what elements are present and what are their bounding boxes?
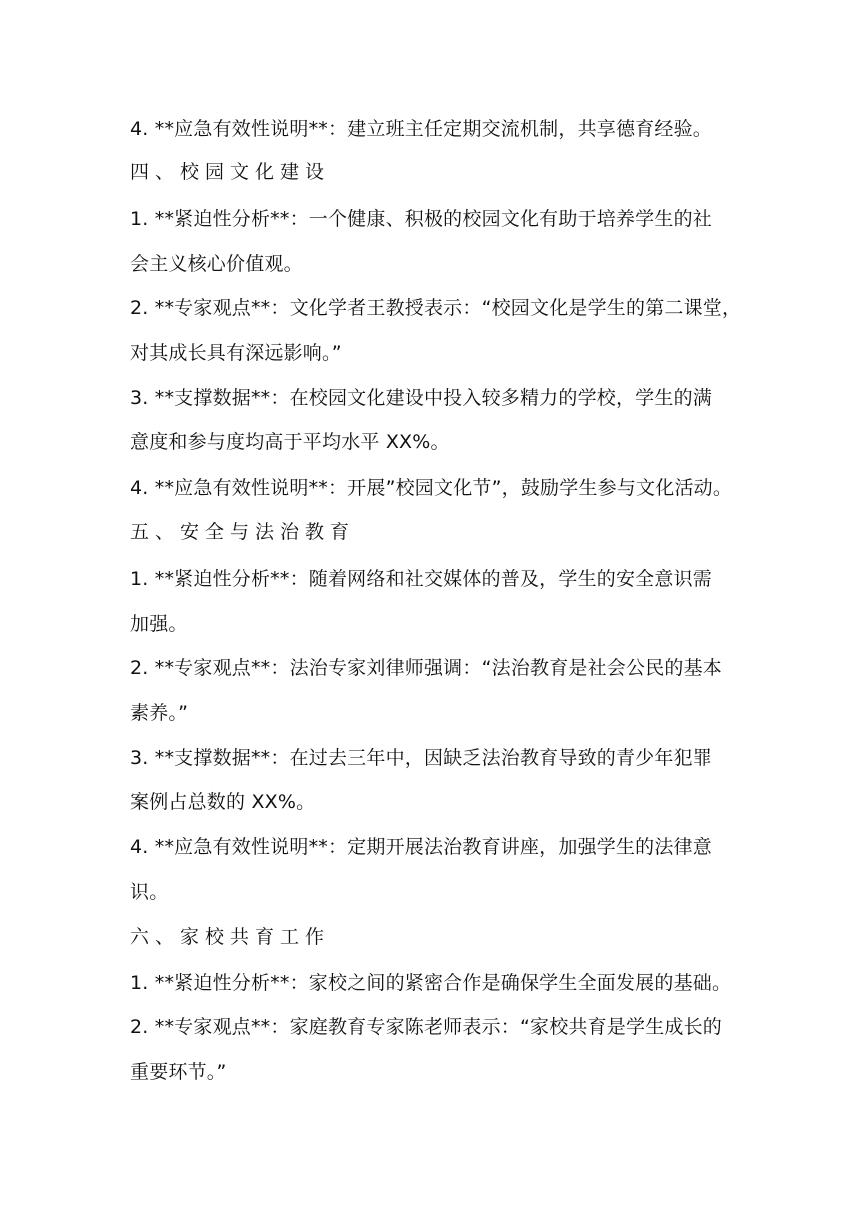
item-1-urgency-safety-line-2: 加强。 [130,613,188,635]
item-1-urgency-home-school: 1. **紧迫性分析**：家校之间的紧密合作是确保学生全面发展的基础。 [130,972,732,994]
item-3-data-law-line-2: 案例占总数的 XX%。 [130,791,316,813]
item-2-expert-law-line-2: 素养。” [130,702,189,724]
item-2-expert-line-1: 2. **专家观点**：文化学者王教授表示：“校园文化是学生的第二课堂， [130,297,742,319]
item-4-emergency-law-line-1: 4. **应急有效性说明**：定期开展法治教育讲座，加强学生的法律意 [130,836,712,858]
item-2-expert-home-school-line-1: 2. **专家观点**：家庭教育专家陈老师表示：“家校共育是学生成长的 [130,1016,723,1038]
item-2-expert-law-line-1: 2. **专家观点**：法治专家刘律师强调：“法治教育是社会公民的基本 [130,657,723,679]
item-1-urgency-safety-line-1: 1. **紧迫性分析**：随着网络和社交媒体的普及，学生的安全意识需 [130,568,712,590]
item-2-expert-line-2: 对其成长具有深远影响。” [130,342,342,364]
section-heading-home-school: 六、家校共育工作 [130,926,331,948]
section-heading-safety-law: 五、安全与法治教育 [130,521,356,543]
item-1-urgency-line-2: 会主义核心价值观。 [130,253,303,275]
item-3-data-law-line-1: 3. **支撑数据**：在过去三年中，因缺乏法治教育导致的青少年犯罪 [130,747,712,769]
section-heading-campus-culture: 四、校园文化建设 [130,161,331,183]
item-3-data-line-2: 意度和参与度均高于平均水平 XX%。 [130,431,450,453]
item-2-expert-home-school-line-2: 重要环节。” [130,1061,227,1083]
item-4-emergency-effectiveness-culture: 4. **应急有效性说明**：开展”校园文化节”，鼓励学生参与文化活动。 [130,477,733,499]
item-3-data-line-1: 3. **支撑数据**：在校园文化建设中投入较多精力的学校，学生的满 [130,387,712,409]
item-1-urgency-line-1: 1. **紧迫性分析**：一个健康、积极的校园文化有助于培养学生的社 [130,208,712,230]
item-4-emergency-law-line-2: 识。 [130,881,169,903]
item-4-emergency-effectiveness-moral: 4. **应急有效性说明**：建立班主任定期交流机制，共享德育经验。 [130,118,712,140]
